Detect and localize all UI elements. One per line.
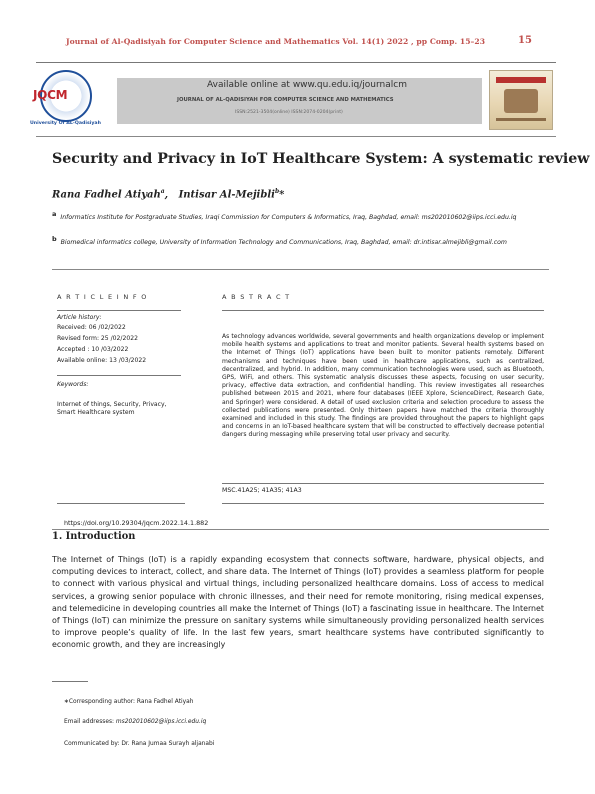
logo-university-name: University Of AL-Qadisiyah <box>30 121 101 126</box>
abstract-text: As technology advances worldwide, several governments and health organizations develop or implement mobile health systems and applications to treat and monitor patients. Several health systems based on the Internet of Things (IoT) applications have been built to monitor patients remotely. Different mechanisms and techniques have been used in healthcare applications, such as centralized, decentralized, and hybrid. In addition, many communication technologies were used, such as Bluetooth, GPS, WiFi, and others. This systematic analysis discusses these aspects, focusing on user security, privacy, effective data extraction, and confidential handling. This review investigates all researches published between 2015 and 2021, where four databases (IEEE Xplore, ScienceDirect, Research Gate, and Springer) were considered. A detail of used exclusion criteria and selection procedure to assess the collected publications were presented. Only thirteen papers have matched the criteria thoroughly examined and included in this study. The findings are provided throughout the papers to highlight gaps and concerns in an IoT-based healthcare system that will be constructed to effectively decrease potential dangers during messaging while preserving total user privacy and security. <box>222 333 544 439</box>
keywords: Internet of things, Security, Privacy, Smart Healthcare system <box>57 401 167 416</box>
msc-codes: MSC.41A25; 41A35; 41A3 <box>222 487 302 494</box>
keywords-label: Keywords: <box>57 381 89 388</box>
footnote-divider <box>52 681 88 682</box>
article-info-heading: A R T I C L E I N F O <box>57 293 148 301</box>
logo-acronym: JQCM <box>33 88 68 102</box>
banner-issn: ISSN:2521-3504(online) ISSN:2074-0204(print) <box>235 110 343 115</box>
header-divider <box>36 62 556 63</box>
corresponding-author-note: ∗Corresponding author: Rana Fadhel Atiyah <box>64 699 194 705</box>
communicated-by-note: Communicated by: Dr. Rana Jumaa Surayh aljanabi <box>64 741 215 747</box>
available-date: Available online: 13 /03/2022 <box>57 357 147 364</box>
email-note: Email addresses: ms202010602@iips.icci.edu.iq <box>64 719 207 725</box>
journal-cover-image <box>489 70 553 130</box>
journal-header: Journal of Al-Qadisiyah for Computer Science and Mathematics Vol. 14(1) 2022 , pp Comp. 15–23 <box>66 37 486 46</box>
accepted-date: Accepted : 10 /03/2022 <box>57 346 129 353</box>
author-2: Intisar Al-Mejibli <box>178 189 275 201</box>
section-divider <box>52 269 549 270</box>
affiliation-a: a Informatics Institute for Postgraduate Studies, Iraqi Commission for Computers & Informatics, Iraq, Baghdad, email: ms202010602@iips.icci.edu.iq <box>52 210 517 222</box>
paper-title: Security and Privacy in IoT Healthcare System: A systematic review <box>52 151 590 167</box>
introduction-text: The Internet of Things (IoT) is a rapidly expanding ecosystem that connects software, hardware, physical objects, and computing devices to interact, collect, and share data. The Internet of Things (IoT) provides a seamless platform for people to connect with various physical and virtual things, including personalized healthcare domains. Loss of access to medical services, a growing senior populace with chronic illnesses, and their need for remote monitoring, rising medical expenses, and telemedicine in developing countries all make the Internet of Things (IoT) a fascinating issue in healthcare. The Internet of Things (IoT) can minimize the pressure on sanitary systems while simultaneously providing personalized health services to improve people’s quality of life. In the last few years, smart healthcare systems have contributed significantly to economic growth, and they are increasingly <box>52 555 544 650</box>
email-address[interactable]: ms202010602@iips.icci.edu.iq <box>115 719 207 725</box>
revised-date: Revised form: 25 /02/2022 <box>57 335 138 342</box>
page-number: 15 <box>518 35 532 46</box>
affiliation-b: b Biomedical informatics college, University of Information Technology and Communications, Iraq, Baghdad, email: dr.intisar.almejibli@gmail.com <box>52 235 507 247</box>
banner-journal-name: JOURNAL OF AL-QADISIYAH FOR COMPUTER SCIENCE AND MATHEMATICS <box>177 97 394 103</box>
introduction-heading: 1. Introduction <box>52 531 136 542</box>
banner-divider <box>36 136 556 137</box>
doi-link[interactable]: https://doi.org/10.29304/jqcm.2022.14.1.882 <box>64 519 209 527</box>
university-logo <box>30 70 114 130</box>
received-date: Received: 06 /02/2022 <box>57 324 126 331</box>
abstract-heading: A B S T R A C T <box>222 293 291 301</box>
banner-available-online: Available online at www.qu.edu.iq/journalcm <box>207 80 407 90</box>
history-label: Article history: <box>57 314 102 321</box>
author-1: Rana Fadhel Atiyah <box>52 189 161 201</box>
journal-banner <box>117 78 482 124</box>
author-list: Rana Fadhel Atiyah$^a$, Intisar Al-Mejibli$^b$* <box>52 188 285 201</box>
